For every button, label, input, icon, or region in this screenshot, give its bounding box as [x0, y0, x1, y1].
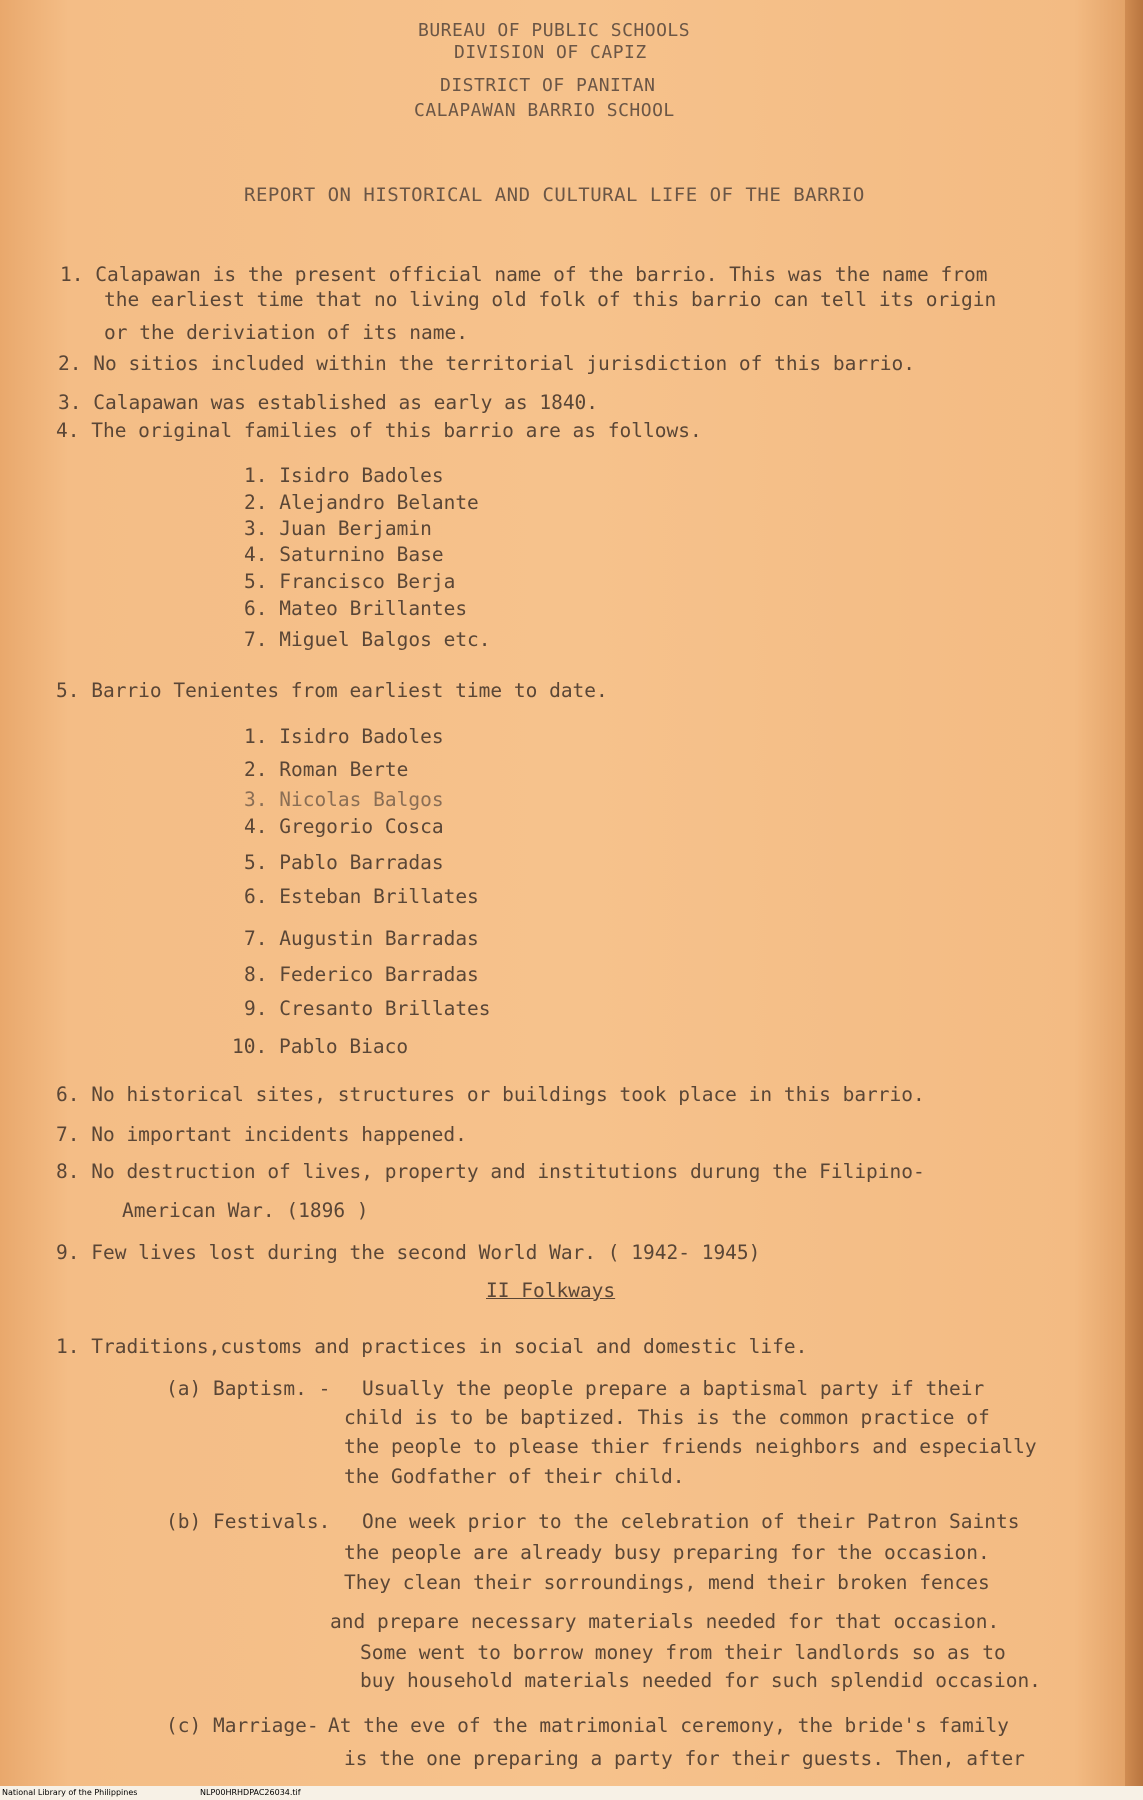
item-8-line-1: 8. No destruction of lives, property and institutions durung the Filipino-: [56, 1160, 925, 1183]
family-entry: 4. Saturnino Base: [244, 543, 444, 566]
teniente-entry: 7. Augustin Barradas: [244, 927, 479, 950]
teniente-entry: 6. Esteban Brillates: [244, 885, 479, 908]
item-7: 7. No important incidents happened.: [56, 1123, 467, 1146]
report-title: REPORT ON HISTORICAL AND CULTURAL LIFE OF THE BARRIO: [244, 184, 865, 206]
section-folkways-heading: II Folkways: [486, 1279, 616, 1302]
family-entry: 3. Juan Berjamin: [244, 517, 432, 540]
item-1-line-2: the earliest time that no living old folk of this barrio can tell its origin: [104, 288, 997, 311]
header-division: DIVISION OF CAPIZ: [454, 42, 647, 63]
footer-filename: NLP00HRHDPAC26034.tif: [200, 1788, 301, 1797]
footer-library: National Library of the Philippines: [2, 1788, 138, 1797]
festivals-line: They clean their sorroundings, mend their broken fences: [344, 1571, 990, 1594]
teniente-entry: 8. Federico Barradas: [244, 963, 479, 986]
item-6: 6. No historical sites, structures or buildings took place in this barrio.: [56, 1083, 925, 1106]
item-2: 2. No sitios included within the territorial jurisdiction of this barrio.: [58, 352, 916, 375]
marriage-label: (c) Marriage-: [166, 1714, 319, 1737]
teniente-entry: 9. Cresanto Brillates: [244, 997, 491, 1020]
teniente-entry: 10. Pablo Biaco: [232, 1035, 409, 1058]
page-edge: [1125, 0, 1143, 1800]
festivals-line: the people are already busy preparing for the occasion.: [344, 1541, 990, 1564]
baptism-line: the Godfather of their child.: [344, 1465, 685, 1488]
item-4: 4. The original families of this barrio are as follows.: [56, 419, 702, 442]
teniente-entry: 1. Isidro Badoles: [244, 725, 444, 748]
header-district: DISTRICT OF PANITAN: [440, 75, 656, 96]
family-entry: 5. Francisco Berja: [244, 570, 456, 593]
festivals-line: Some went to borrow money from their landlords so as to: [360, 1641, 1006, 1664]
marriage-line: is the one preparing a party for their guests. Then, after: [344, 1747, 1025, 1770]
item-9: 9. Few lives lost during the second World War. ( 1942- 1945): [56, 1241, 761, 1264]
item-1-line-1: 1. Calapawan is the present official name of the barrio. This was the name from: [60, 263, 988, 286]
teniente-entry: 2. Roman Berte: [244, 758, 409, 781]
item-1-line-3: or the deriviation of its name.: [104, 321, 468, 344]
baptism-label: (a) Baptism. -: [166, 1377, 331, 1400]
festivals-line: One week prior to the celebration of their Patron Saints: [362, 1510, 1020, 1533]
teniente-entry: 5. Pablo Barradas: [244, 851, 444, 874]
scan-footer: [0, 1786, 1143, 1800]
teniente-entry: 3. Nicolas Balgos: [244, 788, 444, 811]
teniente-entry: 4. Gregorio Cosca: [244, 815, 444, 838]
folkways-intro: 1. Traditions,customs and practices in social and domestic life.: [56, 1335, 808, 1358]
marriage-line: At the eve of the matrimonial ceremony, the bride's family: [328, 1714, 1009, 1737]
family-entry: 6. Mateo Brillantes: [244, 597, 468, 620]
family-entry: 7. Miguel Balgos etc.: [244, 628, 491, 651]
family-entry: 2. Alejandro Belante: [244, 491, 479, 514]
family-entry: 1. Isidro Badoles: [244, 464, 444, 487]
festivals-label: (b) Festivals.: [166, 1510, 331, 1533]
baptism-line: child is to be baptized. This is the common practice of: [344, 1406, 990, 1429]
baptism-line: the people to please thier friends neighbors and especially: [344, 1435, 1037, 1458]
item-8-line-2: American War. (1896 ): [122, 1199, 369, 1222]
item-3: 3. Calapawan was established as early as 1840.: [58, 391, 599, 414]
header-school: CALAPAWAN BARRIO SCHOOL: [414, 100, 675, 121]
festivals-line: buy household materials needed for such splendid occasion.: [360, 1669, 1041, 1692]
festivals-line: and prepare necessary materials needed for that occasion.: [330, 1610, 1000, 1633]
item-5: 5. Barrio Tenientes from earliest time to date.: [56, 679, 608, 702]
baptism-line: Usually the people prepare a baptismal party if their: [362, 1377, 985, 1400]
header-bureau: BUREAU OF PUBLIC SCHOOLS: [418, 20, 691, 41]
